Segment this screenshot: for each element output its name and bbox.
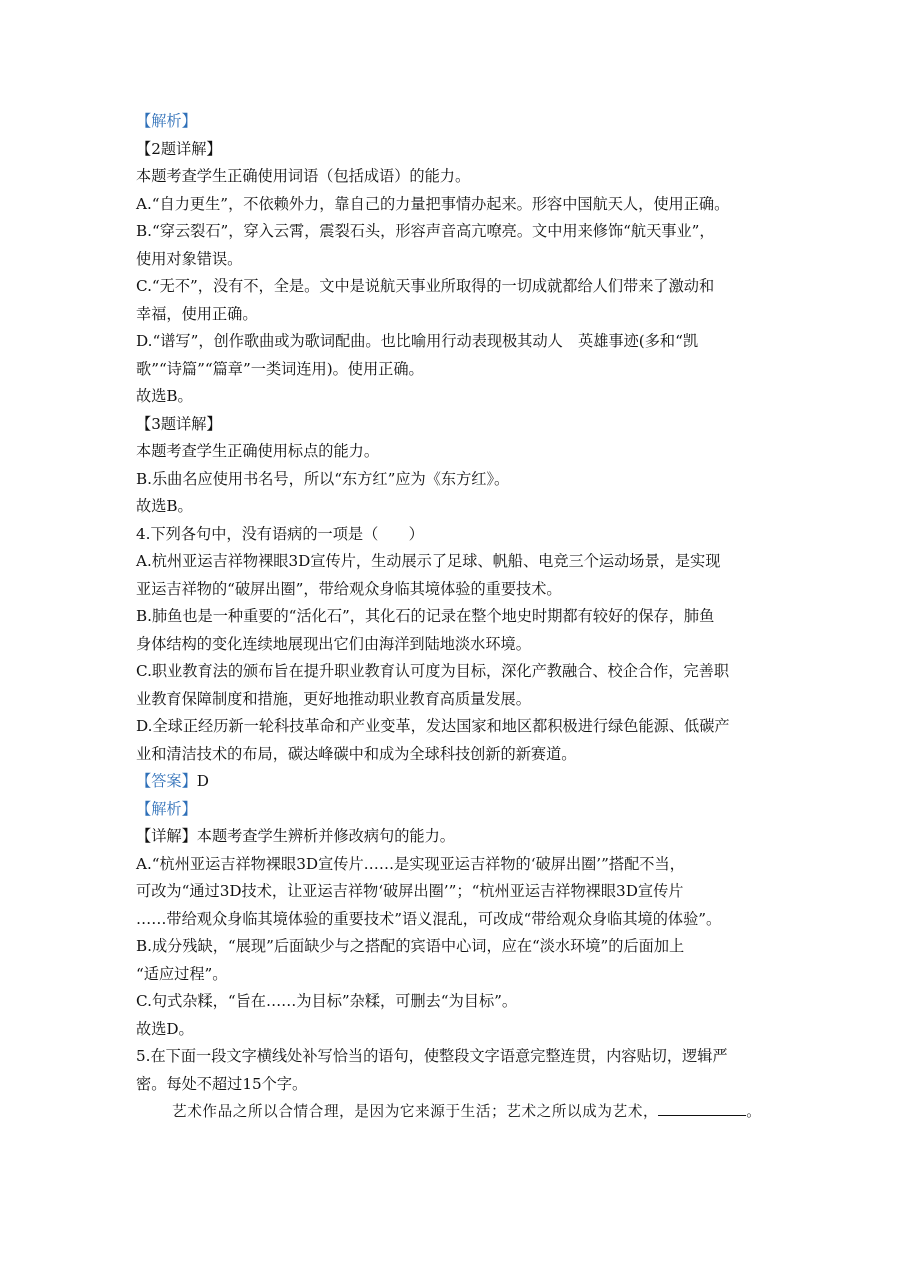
text-line: B.乐曲名应使用书名号，所以“东方红”应为《东方红》。 — [136, 469, 510, 488]
text-line: 【3题详解】 — [136, 414, 222, 433]
fill-blank-line — [136, 1098, 786, 1126]
text-line: 可改为“通过3D技术，让亚运吉祥物‘破屏出圈’”；“杭州亚运吉祥物裸眼3D宣传片 — [136, 882, 684, 900]
text-line: “适应过程”。 — [136, 964, 228, 983]
text-line: 【解析】 — [136, 799, 197, 818]
text-line: D.全球正经历新一轮科技革命和产业变革，发达国家和地区都积极进行绿色能源、低碳产 — [136, 717, 730, 735]
text-line: 本题考查学生正确使用词语（包括成语）的能力。 — [136, 167, 471, 185]
text-line: C.句式杂糅，“旨在……为目标”杂糅，可删去“为目标”。 — [136, 992, 518, 1010]
document-body — [136, 108, 786, 1098]
text-line: B.“穿云裂石”，穿入云霄，震裂石头，形容声音高亢嘹亮。文中用来修饰“航天事业”， — [136, 222, 715, 240]
fill-blank-text: 艺术作品之所以合情合理，是因为它来源于生活；艺术之所以成为艺术， — [172, 1103, 659, 1120]
text-line: 业教育保障制度和措施，更好地推动职业教育高质量发展。 — [136, 689, 531, 708]
text-line: 故选B。 — [136, 497, 193, 515]
text-line: 亚运吉祥物的“破屏出圈”，带给观众身临其境体验的重要技术。 — [136, 579, 562, 598]
text-line: C.职业教育法的颁布旨在提升职业教育认可度为目标，深化产教融合、校企合作，完善职 — [136, 662, 730, 680]
text-line: C.“无不”，没有不，全是。文中是说航天事业所取得的一切成就都给人们带来了激动和 — [136, 277, 715, 295]
text-line: 密。每处不超过15个字。 — [136, 1074, 308, 1093]
text-line: A.“杭州亚运吉祥物裸眼3D宣传片……是实现亚运吉祥物的‘破屏出圈’”搭配不当， — [136, 854, 685, 873]
text-line: 【解析】 — [136, 112, 197, 130]
document-page — [136, 108, 786, 1126]
fill-blank-end: 。 — [746, 1103, 762, 1120]
answer-label: 【答案】 — [136, 772, 197, 790]
answer-blank[interactable] — [658, 1101, 746, 1116]
text-line: 4.下列各句中，没有语病的一项是（ ） — [136, 524, 424, 543]
text-line: B.肺鱼也是一种重要的“活化石”，其化石的记录在整个地史时期都有较好的保存，肺鱼 — [136, 607, 715, 625]
text-line: 5.在下面一段文字横线处补写恰当的语句，使整段文字语意完整连贯，内容贴切，逻辑严 — [136, 1047, 728, 1065]
text-line: 使用对象错误。 — [136, 249, 243, 268]
text-line: A.“自力更生”，不依赖外力，靠自己的力量把事情办起来。形容中国航天人，使用正确。 — [136, 194, 730, 213]
text-line: B.成分残缺，“展现”后面缺少与之搭配的宾语中心词，应在“淡水环境”的后面加上 — [136, 937, 685, 955]
answer-value: D — [196, 772, 209, 790]
text-line: 【详解】本题考查学生辨析并修改病句的能力。 — [136, 827, 455, 845]
text-line: 故选D。 — [136, 1019, 194, 1038]
text-line: 歌”“诗篇”“篇章”一类词连用)。使用正确。 — [136, 359, 424, 378]
text-line: D.“谱写”，创作歌曲或为歌词配曲。也比喻用行动表现极其动人 英雄事迹(多和“凯 — [136, 332, 699, 350]
text-line — [136, 768, 786, 796]
text-line: ……带给观众身临其境体验的重要技术”语义混乱，可改成“带给观众身临其境的体验”。 — [136, 909, 722, 928]
text-line: 身体结构的变化连续地展现出它们由海洋到陆地淡水环境。 — [136, 634, 531, 653]
text-line: 【2题详解】 — [136, 139, 222, 158]
text-line: A.杭州亚运吉祥物裸眼3D宣传片，生动展示了足球、帆船、电竞三个运动场景，是实现 — [136, 552, 721, 570]
text-line: 本题考查学生正确使用标点的能力。 — [136, 442, 379, 460]
text-line: 故选B。 — [136, 387, 193, 405]
text-line: 业和清洁技术的布局，碳达峰碳中和成为全球科技创新的新赛道。 — [136, 744, 577, 763]
text-line: 幸福，使用正确。 — [136, 304, 258, 323]
